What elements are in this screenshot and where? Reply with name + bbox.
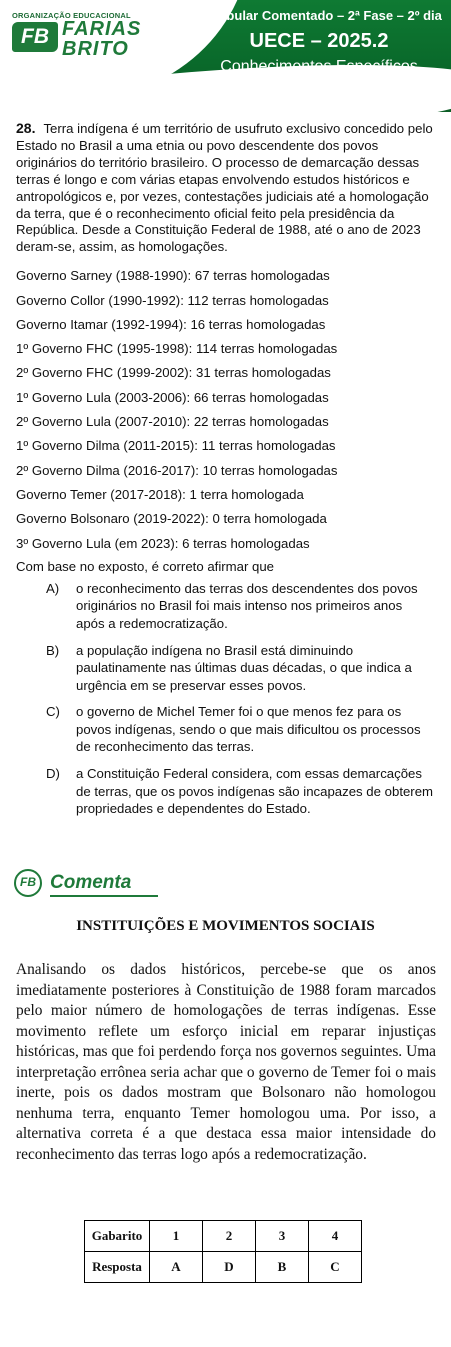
government-item: 1º Governo FHC (1995-1998): 114 terras homologadas <box>16 341 338 357</box>
farias-brito-icon <box>14 869 42 897</box>
government-item: 1º Governo Dilma (2011-2015): 11 terras homologadas <box>16 438 336 454</box>
question-column: 3 <box>256 1221 309 1252</box>
answer-cell: A <box>150 1252 203 1283</box>
table-row <box>85 1252 362 1283</box>
comenta-heading <box>14 868 164 900</box>
government-item: Governo Collor (1990-1992): 112 terras homologadas <box>16 292 329 308</box>
government-item: Governo Temer (2017-2018): 1 terra homologada <box>16 486 304 502</box>
government-item: Governo Bolsonaro (2019-2022): 0 terra homologada <box>16 511 327 527</box>
option-c <box>16 703 434 756</box>
comenta-label: Comenta <box>50 872 132 893</box>
exam-area: Conhecimentos Específicos <box>220 58 418 75</box>
answer-cell: B <box>256 1252 309 1283</box>
government-item: Governo Sarney (1988-1990): 67 terras homologadas <box>16 268 330 284</box>
option-text: o governo de Michel Temer foi o que menos fez para os povos indígenas, sendo o que mais dificultou os processos de reconhecimento das terras. <box>76 704 421 755</box>
option-a <box>16 580 434 633</box>
option-text: o reconhecimento das terras dos descendentes dos povos originários no Brasil foi mais intenso nos primeiros anos após a redemocratização. <box>76 580 418 631</box>
gabarito-label: Gabarito <box>85 1221 150 1252</box>
commentary-body: Analisando os dados históricos, percebe-se que os anos imediatamente posteriores à Constituição de 1988 foram marcados pelo maior número de homologações de terras indígenas. Esse movimento reflete um esforço inicial em reparar injustiças históricas, mas que foi perdendo força nos governos seguintes. Uma interpretação errônea seria achar que o governo de Temer foi o mais inerte, pois os dados mostram que Bolsonaro não homologou nenhuma terra, enquanto Temer homologou uma. Por isso, a alternativa correta é a que destaca essa maior intensidade do reconhecimento das terras logo após a redemocratização. <box>16 961 436 1163</box>
logo-organization-label: ORGANIZAÇÃO EDUCACIONAL <box>12 11 131 20</box>
exam-title: UECE – 2025.2 <box>249 30 389 52</box>
resposta-label: Resposta <box>85 1252 150 1283</box>
option-d <box>16 765 434 818</box>
question-intro <box>16 120 434 256</box>
government-item: 2º Governo Lula (2007-2010): 22 terras homologadas <box>16 414 329 430</box>
answer-options <box>16 580 434 818</box>
logo-word-farias: FARIAS <box>62 18 142 40</box>
government-item: 2º Governo FHC (1999-2002): 31 terras homologadas <box>16 365 331 381</box>
question-column: 1 <box>150 1221 203 1252</box>
option-letter: D) <box>46 766 60 782</box>
page-header <box>0 0 451 118</box>
answer-key-table <box>84 1220 362 1283</box>
option-text: a população indígena no Brasil está diminuindo paulatinamente nas últimas duas décadas, o que indica a urgência em se preservar esses povos. <box>76 642 412 693</box>
option-text: a Constituição Federal considera, com essas demarcações de terras, que os povos indígenas são incapazes de obterem propriedades e dependentes do Estado. <box>76 766 434 817</box>
exam-subtitle: Vestibular Comentado – 2ª Fase – 2º dia <box>196 8 442 23</box>
answer-cell: C <box>309 1252 362 1283</box>
question-column: 2 <box>203 1221 256 1252</box>
logo-word-brito: BRITO <box>62 38 129 60</box>
government-list <box>16 264 434 556</box>
option-letter: A) <box>46 580 60 596</box>
farias-brito-logo-icon <box>12 22 58 52</box>
comenta-underline <box>50 895 158 897</box>
government-item: Governo Itamar (1992-1994): 16 terras homologadas <box>16 316 326 332</box>
government-item: 1º Governo Lula (2003-2006): 66 terras homologadas <box>16 389 329 405</box>
question-28 <box>16 120 434 827</box>
option-b <box>16 642 434 695</box>
commentary-title: INSTITUIÇÕES E MOVIMENTOS SOCIAIS <box>76 918 375 934</box>
logo-monogram: FB <box>21 25 49 48</box>
table-row <box>85 1221 362 1252</box>
exam-subject: Sociologia <box>276 79 362 98</box>
answer-cell: D <box>203 1252 256 1283</box>
question-prompt: Com base no exposto, é correto afirmar que <box>16 558 275 574</box>
comenta-icon-monogram: FB <box>20 875 36 889</box>
question-column: 4 <box>309 1221 362 1252</box>
option-letter: C) <box>46 704 60 720</box>
government-item: 3º Governo Lula (em 2023): 6 terras homologadas <box>16 535 310 551</box>
option-letter: B) <box>46 642 60 658</box>
government-item: 2º Governo Dilma (2016-2017): 10 terras homologadas <box>16 462 338 478</box>
question-number: 28. <box>16 120 36 136</box>
question-intro-text: Terra indígena é um território de usufruto exclusivo concedido pelo Estado no Brasil a uma etnia ou povo descendente dos povos originários do território brasileiro. O processo de demarcação dessas terras é longo e com várias etapas envolvendo estudos históricos e antropológicos e, por vezes, contestações judiciais até a homologação da terra, que é o reconhecimento oficial feito pela presidência da República. Desde a Constituição Federal de 1988, até o ano de 2023 deram-se, assim, as homologações. <box>16 121 433 255</box>
